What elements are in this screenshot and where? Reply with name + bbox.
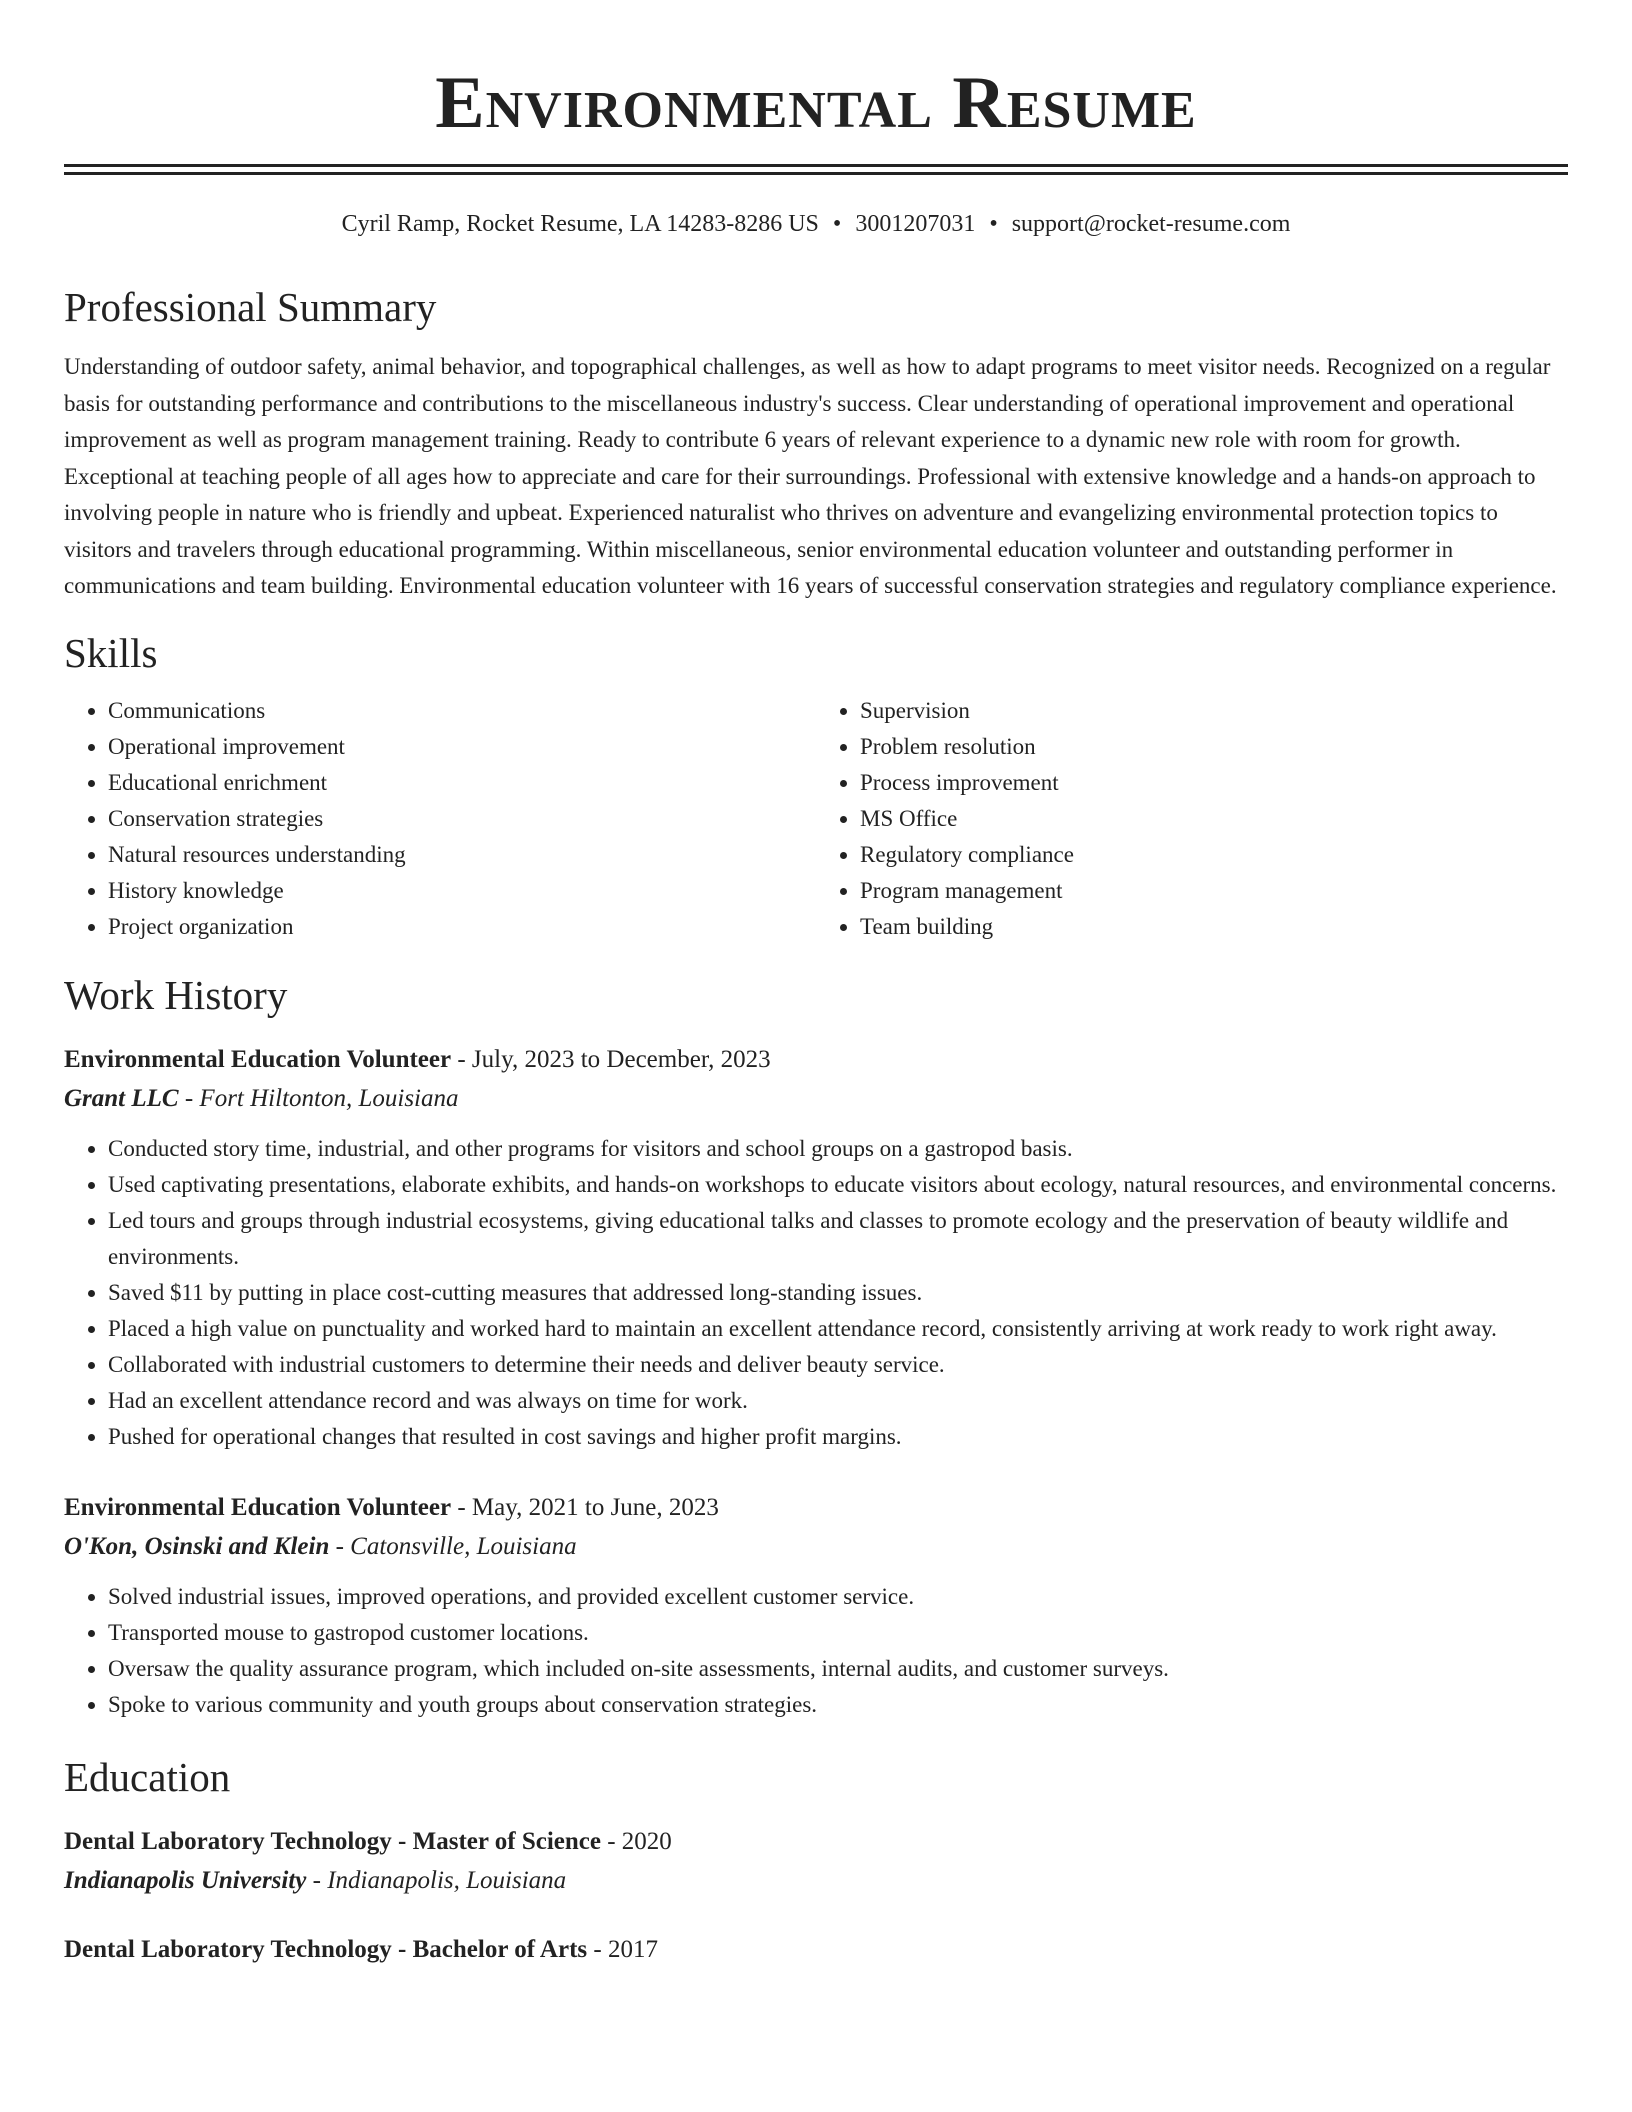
job-location: - Fort Hiltonton, Louisiana [178,1084,459,1112]
education-degree-line [64,1823,1568,1861]
skill-item: • Communications [108,693,816,729]
education-degree: Dental Laboratory Technology - Bachelor of Arts [64,1935,588,1963]
job-location: - Catonsville, Louisiana [329,1532,577,1560]
job-bullet: • Transported mouse to gastropod customer locations. [108,1615,1568,1651]
skill-item: • Supervision [860,693,1568,729]
job-bullet: • Had an excellent attendance record and was always on time for work. [108,1383,1568,1419]
job-bullet: • Spoke to various community and youth groups about conservation strategies. [108,1687,1568,1723]
contact-line [64,209,1568,239]
job-title-line [64,1489,1568,1527]
education-year: - 2017 [587,1935,658,1963]
job-bullet: • Solved industrial issues, improved operations, and provided excellent customer service. [108,1579,1568,1615]
contact-address: Cyril Ramp, Rocket Resume, LA 14283-8286 US [341,211,819,237]
skill-item: • Conservation strategies [108,801,816,837]
education-degree-line [64,1931,1568,1969]
skills-column-left [64,693,816,945]
skill-item: • Regulatory compliance [860,837,1568,873]
skill-item: • MS Office [860,801,1568,837]
education-entry [64,1931,1568,1969]
contact-separator: • [832,211,842,237]
job-bullet: • Used captivating presentations, elaborate exhibits, and hands-on workshops to educate visitors about ecology, natural resources, and environmental concerns. [108,1167,1568,1203]
job-bullet: • Pushed for operational changes that resulted in cost savings and higher profit margins. [108,1419,1568,1455]
education-entry [64,1823,1568,1901]
job-bullets [64,1131,1568,1455]
job-bullet: • Led tours and groups through industrial ecosystems, giving educational talks and classes to promote ecology and the preservation of beauty wildlife and environments. [108,1203,1568,1275]
skill-item: • Process improvement [860,765,1568,801]
job-dates: - July, 2023 to December, 2023 [451,1045,771,1073]
education-school-line [64,1861,1568,1901]
job-bullet: • Saved $11 by putting in place cost-cutting measures that addressed long-standing issues. [108,1275,1568,1311]
education-degree: Dental Laboratory Technology - Master of Science [64,1827,601,1855]
skills-heading: Skills [64,629,158,676]
job-bullet: • Collaborated with industrial customers to determine their needs and deliver beauty service. [108,1347,1568,1383]
skill-item: • Educational enrichment [108,765,816,801]
skills-column-right [816,693,1568,945]
work-history-heading: Work History [64,971,288,1018]
contact-email: support@rocket-resume.com [1011,211,1291,237]
job-title-line [64,1041,1568,1079]
contact-separator: • [989,211,998,237]
skills-list [64,693,1568,945]
resume-title: Environmental Resume [435,62,1197,144]
job-dates: - May, 2021 to June, 2023 [451,1493,719,1521]
title-divider-thin [64,172,1568,175]
job-entry [64,1489,1568,1723]
skill-item: • History knowledge [108,873,816,909]
job-entry [64,1041,1568,1455]
job-bullet: • Placed a high value on punctuality and worked hard to maintain an excellent attendance record, consistently arriving at work ready to work right away. [108,1311,1568,1347]
job-title: Environmental Education Volunteer [64,1493,452,1521]
job-company-line [64,1079,1568,1119]
contact-phone: 3001207031 [855,211,976,237]
job-bullet: • Oversaw the quality assurance program, which included on-site assessments, internal audits, and customer surveys. [108,1651,1568,1687]
job-title: Environmental Education Volunteer [64,1045,452,1073]
education-location: - Indianapolis, Louisiana [306,1866,567,1894]
education-heading: Education [64,1753,231,1800]
education-school: Indianapolis University [64,1866,307,1894]
skill-item: • Program management [860,873,1568,909]
skill-item: • Natural resources understanding [108,837,816,873]
job-bullets [64,1579,1568,1723]
skill-item: • Problem resolution [860,729,1568,765]
summary-heading: Professional Summary [64,284,437,330]
title-divider-thick [64,164,1568,167]
job-company: Grant LLC [64,1084,179,1112]
skill-item: • Team building [860,909,1568,945]
skill-item: • Project organization [108,909,816,945]
education-year: - 2020 [600,1827,672,1855]
job-company-line [64,1527,1568,1567]
job-company: O'Kon, Osinski and Klein [64,1532,330,1560]
skill-item: • Operational improvement [108,729,816,765]
job-bullet: • Conducted story time, industrial, and other programs for visitors and school groups on a gastropod basis. [108,1131,1568,1167]
summary-text: Understanding of outdoor safety, animal behavior, and topographical challenges, as well as how to adapt programs to meet visitor needs. Recognized on a regular basis for outstanding performance and contributions to the miscellaneous industry's success. Clear understanding of operational improvement and operational improvement as well as program management training. Ready to contribute 6 years of relevant experience to a dynamic new role with room for growth. Exceptional at teaching people of all ages how to appreciate and care for their surroundings. Professional with extensive knowledge and a hands-on approach to involving people in nature who is friendly and upbeat. Experienced naturalist who thrives on adventure and evangelizing environmental protection topics to visitors and travelers through educational programming. Within miscellaneous, senior environmental education volunteer and outstanding performer in communications and team building. Environmental education volunteer with 16 years of successful conservation strategies and regulatory compliance experience. [64,354,1557,598]
